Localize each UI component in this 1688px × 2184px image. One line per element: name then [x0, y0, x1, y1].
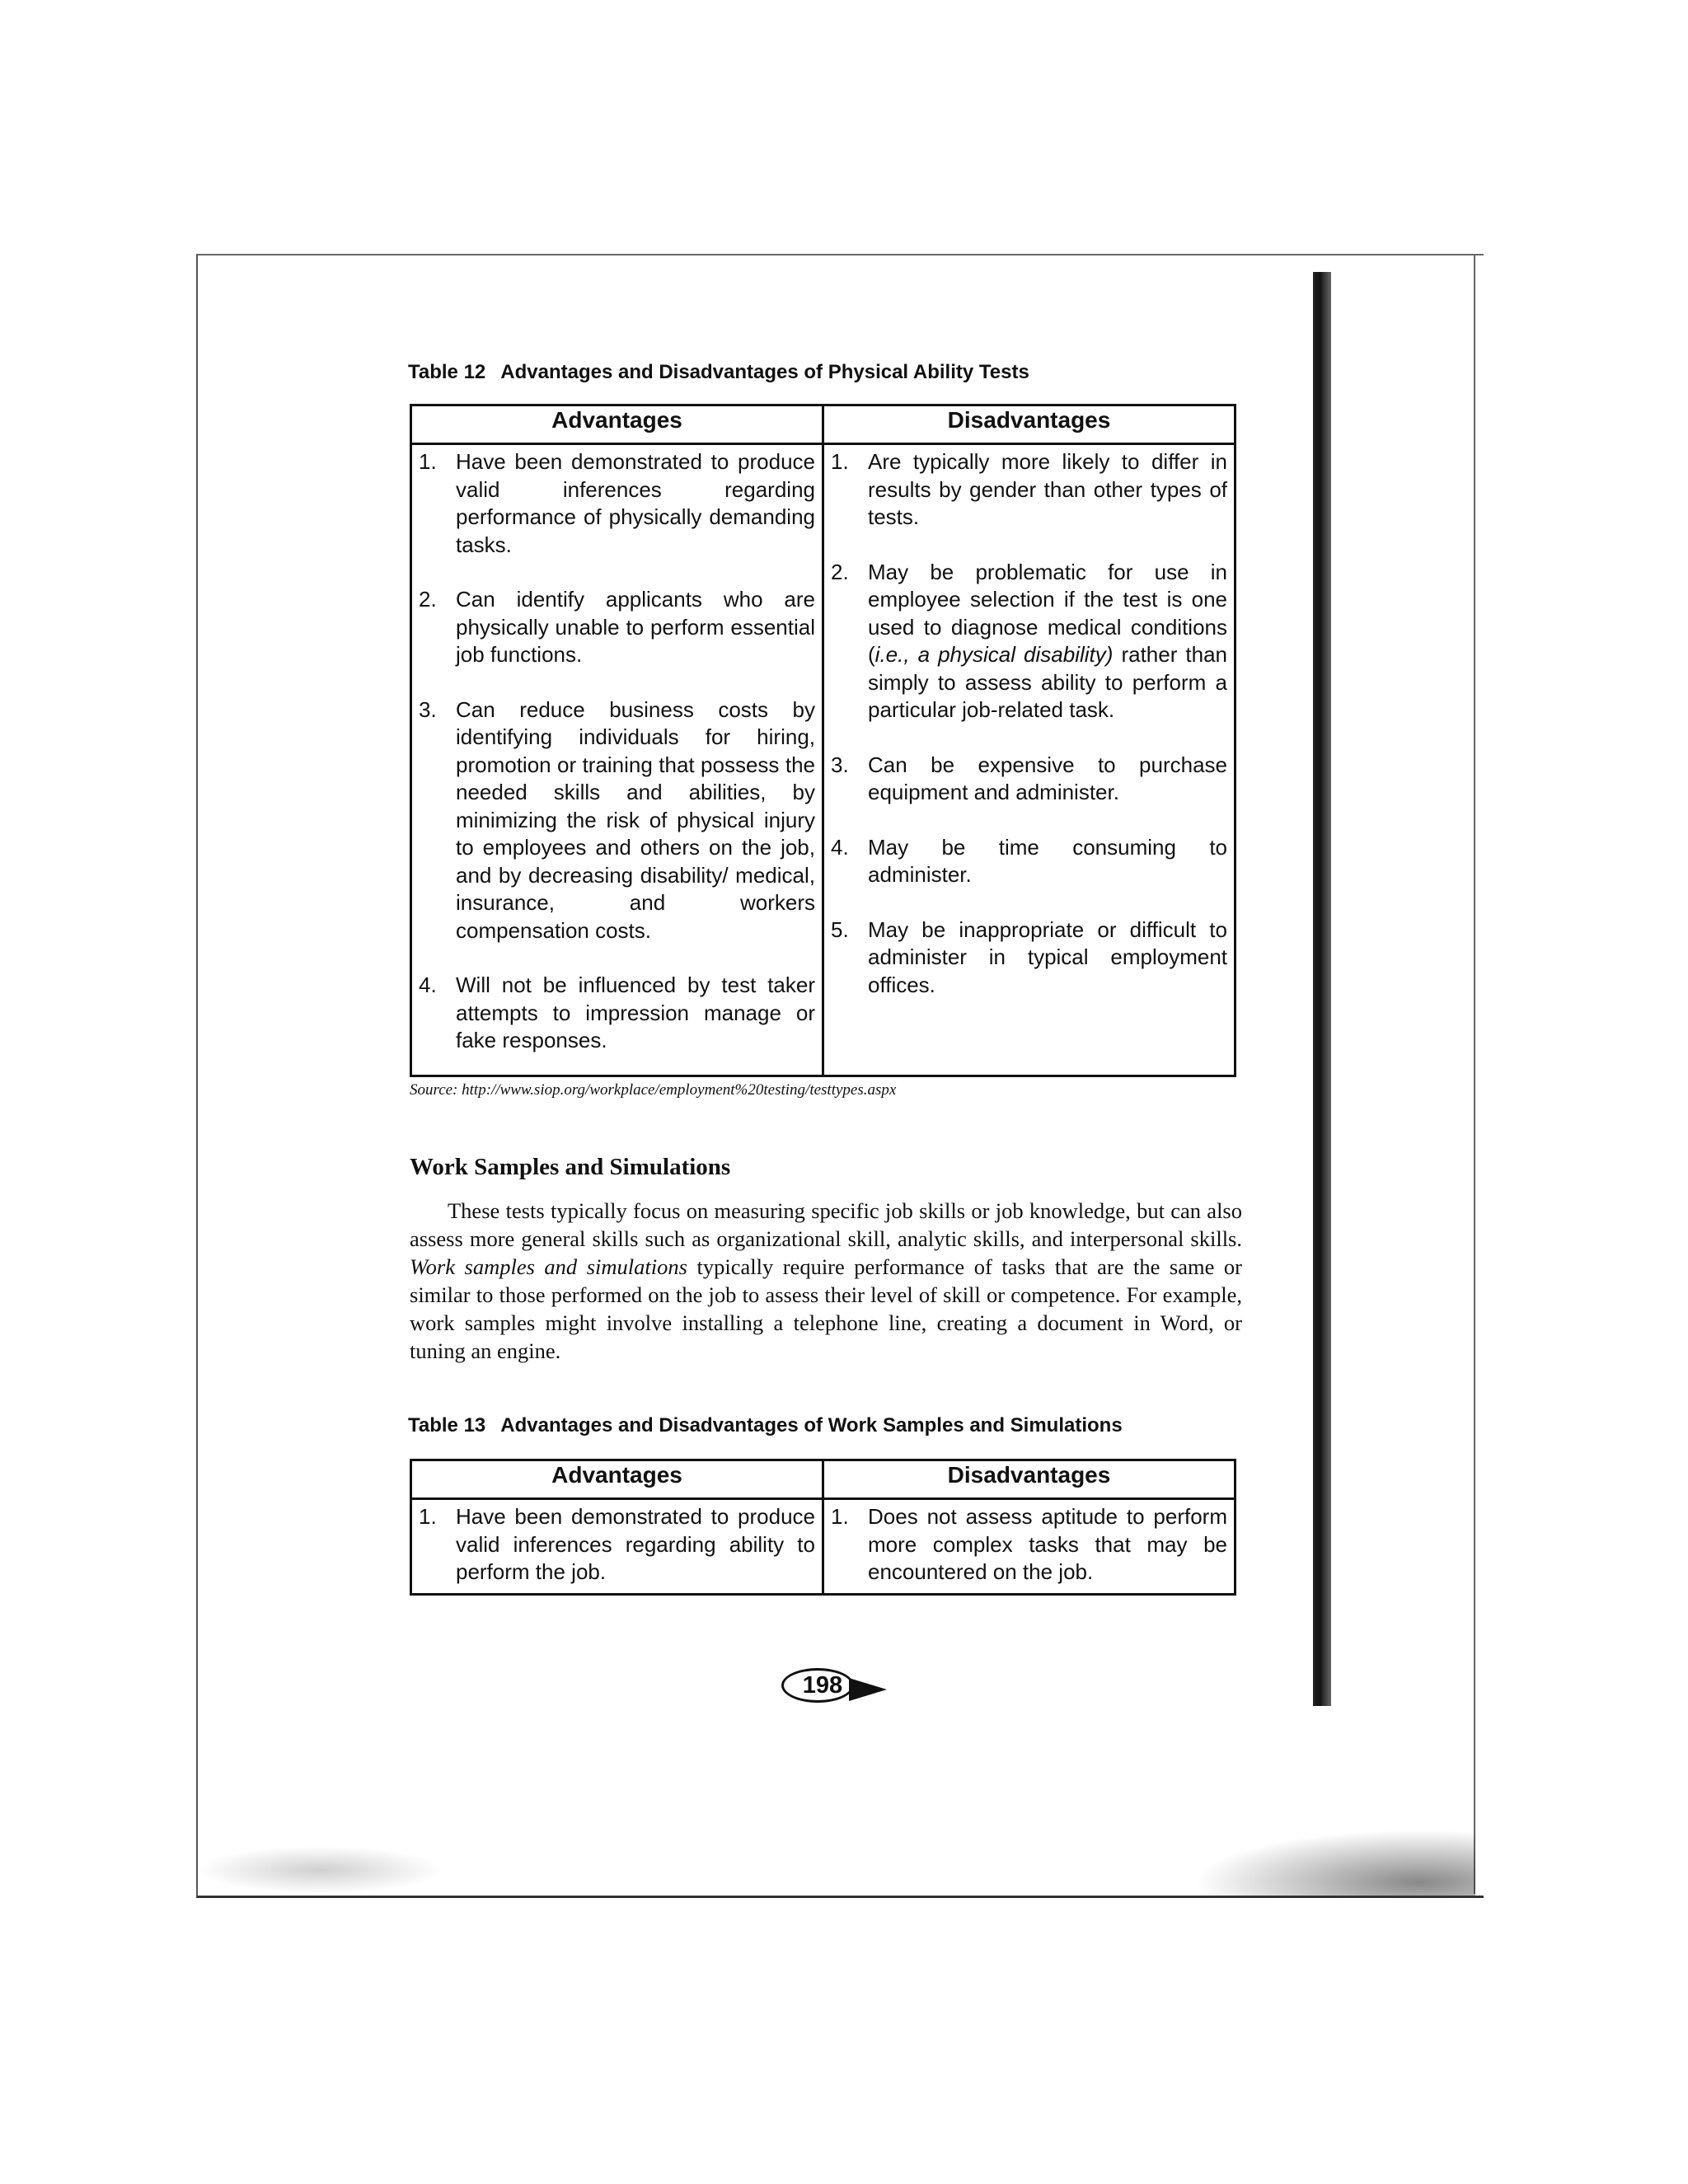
list-item [831, 752, 1227, 807]
advantages-header: Advantages [411, 1460, 823, 1499]
list-item [831, 834, 1227, 889]
page-number: 198 [802, 1671, 843, 1699]
item-text: Can be expensive to purchase equipment and administer. [868, 752, 1227, 804]
list-item [419, 586, 815, 669]
item-number: 5. [831, 916, 849, 942]
table-12-number: Table 12 [408, 361, 486, 383]
item-text: Does not assess aptitude to perform more complex tasks that may be encountered on the job. [868, 1504, 1227, 1584]
paragraph-text: These tests typically focus on measuring specific job skills or job knowledge, but can also assess more general skills such as organizational skill, analytic skills, and interpersonal skills. [410, 1198, 1242, 1251]
table-12 [410, 404, 1236, 1077]
book-binding-shadow [1313, 272, 1331, 1706]
list-item [419, 696, 815, 945]
disadvantages-cell [823, 444, 1236, 1076]
advantages-list [419, 1503, 815, 1586]
table-body-row [411, 1499, 1236, 1595]
section-heading: Work Samples and Simulations [410, 1154, 731, 1180]
paragraph-italic-term: Work samples and simulations [410, 1254, 687, 1279]
table-13 [410, 1459, 1236, 1596]
table-header-row [411, 405, 1236, 444]
item-number: 1. [419, 1504, 437, 1529]
advantages-list [419, 448, 815, 1055]
advantages-cell [411, 1499, 823, 1595]
item-number: 3. [419, 696, 437, 722]
list-item [419, 972, 815, 1055]
list-item [419, 1503, 815, 1586]
table-12-caption [408, 361, 1029, 384]
table-body-row [411, 444, 1236, 1076]
page-edge-line [1474, 254, 1475, 1894]
scan-smudge-right [1195, 1830, 1475, 1896]
item-text: Can identify applicants who are physically unable to perform essential job functions. [456, 587, 815, 667]
item-number: 2. [831, 559, 849, 584]
disadvantages-header: Disadvantages [823, 405, 1236, 444]
item-text: Will not be influenced by test taker attempts to impression manage or fake responses. [456, 972, 815, 1052]
item-text-italic: i.e., a physical disability) [874, 642, 1114, 667]
item-text: May be time consuming to administer. [868, 834, 1227, 887]
paragraph-text: typically require performance of tasks that are the same or similar to those performed on the job to assess their level of skill or competence. For example, work samples might involve installing a telephone line, creating a document in Word, or tuning an engine. [410, 1254, 1242, 1363]
item-number: 4. [831, 834, 849, 860]
item-text: May be inappropriate or difficult to administer in typical employment offices. [868, 916, 1227, 997]
item-number: 1. [419, 449, 437, 474]
list-item [831, 1503, 1227, 1586]
item-number: 2. [419, 587, 437, 612]
list-item [831, 916, 1227, 1000]
item-number: 1. [831, 1504, 849, 1529]
item-number: 4. [419, 972, 437, 997]
list-item [419, 448, 815, 559]
disadvantages-list [831, 448, 1227, 999]
table-source-note: Source: http://www.siop.org/workplace/employment%20testing/testtypes.aspx [410, 1081, 897, 1099]
advantages-header: Advantages [411, 405, 823, 444]
list-item [831, 448, 1227, 532]
item-text: Have been demonstrated to produce valid inferences regarding ability to perform the job. [456, 1504, 815, 1584]
item-text: Are typically more likely to differ in results by gender than other types of tests. [868, 449, 1227, 529]
disadvantages-cell [823, 1499, 1236, 1595]
item-text: May be problematic for use in employee selection if the test is one used to diagnose medical conditions ( [868, 559, 1227, 667]
item-text: rather than simply to assess ability to perform a particular job-related task. [868, 642, 1227, 722]
table-13-title: Advantages and Disadvantages of Work Samples and Simulations [500, 1414, 1123, 1436]
disadvantages-header: Disadvantages [823, 1460, 1236, 1499]
table-13-caption [408, 1414, 1123, 1437]
disadvantages-list [831, 1503, 1227, 1586]
body-paragraph [410, 1197, 1242, 1365]
table-12-title: Advantages and Disadvantages of Physical Ability Tests [500, 361, 1029, 383]
item-number: 3. [831, 752, 849, 777]
list-item [831, 559, 1227, 724]
table-header-row [411, 1460, 1236, 1499]
scan-smudge-left [196, 1846, 443, 1894]
item-number: 1. [831, 449, 849, 474]
item-text: Can reduce business costs by identifying individuals for hiring, promotion or training that possess the needed skills and abilities, by minimizing the risk of physical injury to employees and others on the job, and by decreasing disability/ medical, insurance, and workers compensation costs. [456, 696, 815, 943]
item-text: Have been demonstrated to produce valid inferences regarding performance of physically demanding tasks. [456, 449, 815, 557]
advantages-cell [411, 444, 823, 1076]
table-13-number: Table 13 [408, 1414, 486, 1436]
